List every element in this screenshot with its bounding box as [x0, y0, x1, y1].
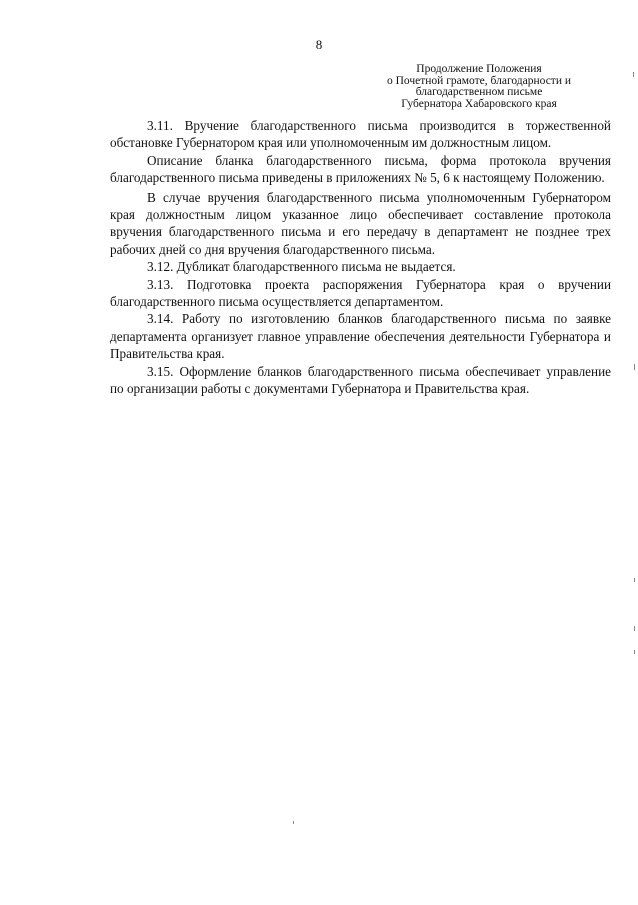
- scan-artifact: [634, 626, 635, 631]
- document-body: [110, 117, 611, 398]
- document-header: [349, 64, 609, 110]
- paragraph-3-12: 3.12. Дубликат благодарственного письма не выдается.: [147, 259, 456, 275]
- scan-artifact: [634, 364, 635, 370]
- paragraph-protocol: В случае вручения благодарственного письма уполномоченным Губернатором края должностным лицом указанное лицо обеспечивает составление протокола вручения благодарственного письма и его передачу в департамент не позднее трех рабочих дней со дня вручения благодарственного письма.: [110, 189, 611, 257]
- paragraph-description: Описание бланка благодарственного письма, форма протокола вручения благодарственного письма приведены в приложениях № 5, 6 к настоящему Положению.: [110, 152, 611, 186]
- paragraph-3-13: 3.13. Подготовка проекта распоряжения Губернатора края о вручении благодарственного письма осуществляется департаментом.: [110, 276, 611, 310]
- paragraph-3-11: 3.11. Вручение благодарственного письма производится в торжественной обстановке Губернатором края или уполномоченным им должностным лицом.: [110, 118, 611, 151]
- scan-artifact: [634, 578, 635, 582]
- page-number: 8: [315, 37, 323, 52]
- paragraph-3-14: 3.14. Работу по изготовлению бланков благодарственного письма по заявке департамента организует главное управление обеспечения деятельности Губернатора и Правительства края.: [110, 311, 611, 362]
- header-line: Продолжение Положения: [416, 63, 542, 75]
- scan-artifact: [293, 821, 294, 824]
- header-line: о Почетной грамоте, благодарности и: [386, 74, 572, 87]
- paragraph-3-15: 3.15. Оформление бланков благодарственного письма обеспечивает управление по организации работы с документами Губернатора и Правительства края.: [110, 363, 611, 397]
- header-line: Губернатора Хабаровского края: [401, 97, 557, 110]
- header-line: благодарственном письме: [415, 86, 543, 98]
- scan-artifact: [633, 72, 634, 77]
- scan-artifact: [634, 650, 635, 654]
